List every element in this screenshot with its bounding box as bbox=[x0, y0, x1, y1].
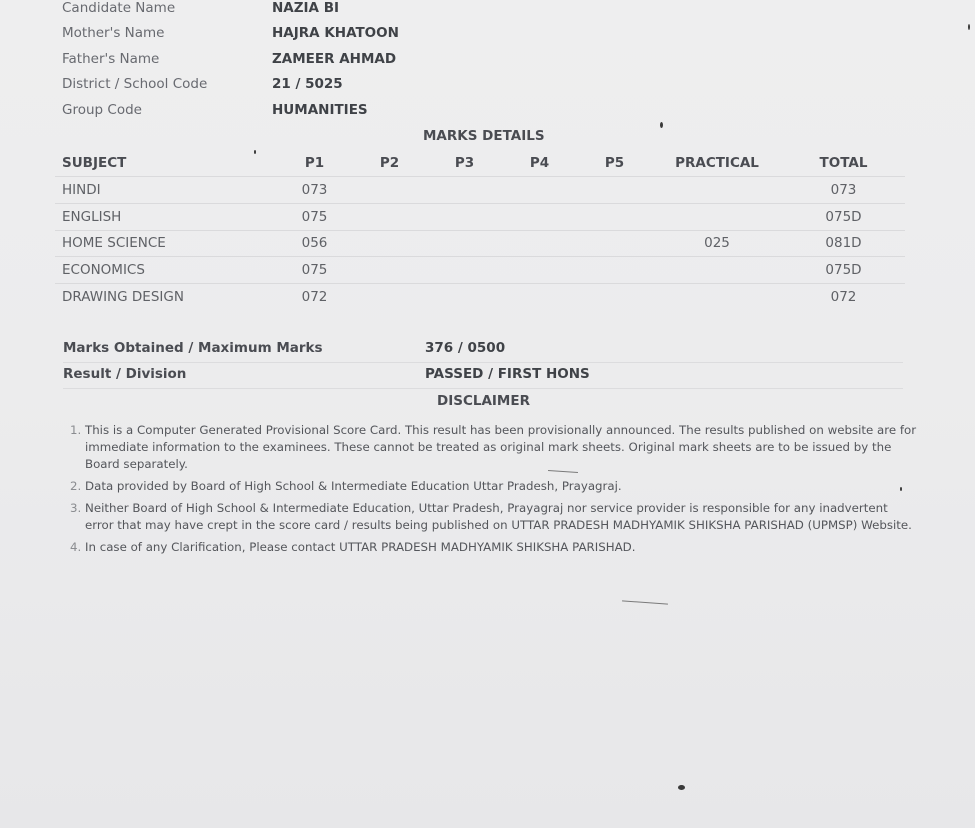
marks-table bbox=[55, 150, 905, 310]
district-code-label: District / School Code bbox=[62, 76, 208, 92]
disclaimer-item: 1. This is a Computer Generated Provisional Score Card. This result has been provisionally announced. The results published on website are for immediate information to the examinees. These cannot be treated as original mark sheets. Original mark sheets are to be issued by the Board separately. bbox=[85, 422, 917, 473]
practical-cell bbox=[652, 284, 782, 310]
result-division-row bbox=[63, 366, 903, 389]
scan-speck bbox=[900, 487, 902, 491]
p1-cell: 056 bbox=[277, 230, 352, 257]
subject-cell: DRAWING DESIGN bbox=[55, 284, 277, 310]
candidate-name-label: Candidate Name bbox=[62, 0, 176, 16]
header-p4: P4 bbox=[529, 155, 550, 171]
p2-cell bbox=[352, 284, 427, 310]
p5-cell bbox=[577, 177, 652, 204]
p5-cell bbox=[577, 203, 652, 230]
p5-cell bbox=[577, 284, 652, 310]
header-p5: P5 bbox=[604, 155, 625, 171]
p3-cell bbox=[427, 177, 502, 204]
candidate-name-value: NAZIA BI bbox=[272, 0, 340, 16]
p3-cell bbox=[427, 203, 502, 230]
p1-cell: 073 bbox=[277, 177, 352, 204]
marks-details-heading: MARKS DETAILS bbox=[423, 128, 545, 144]
marks-table-header bbox=[55, 150, 905, 177]
p2-cell bbox=[352, 203, 427, 230]
marks-obtained-label: Marks Obtained / Maximum Marks bbox=[63, 340, 323, 356]
result-division-label: Result / Division bbox=[63, 366, 187, 382]
disclaimer-item: 4. In case of any Clarification, Please contact UTTAR PRADESH MADHYAMIK SHIKSHA PARISHAD. bbox=[85, 539, 917, 556]
mother-name-value: HAJRA KHATOON bbox=[272, 25, 399, 41]
marks-obtained-value: 376 / 0500 bbox=[425, 340, 506, 356]
scan-speck bbox=[254, 150, 256, 154]
p5-cell bbox=[577, 257, 652, 284]
mother-name-label: Mother's Name bbox=[62, 25, 165, 41]
practical-cell bbox=[652, 203, 782, 230]
total-cell: 075D bbox=[782, 203, 905, 230]
p1-cell: 072 bbox=[277, 284, 352, 310]
practical-cell bbox=[652, 257, 782, 284]
p1-cell: 075 bbox=[277, 257, 352, 284]
father-name-label: Father's Name bbox=[62, 51, 160, 67]
table-row bbox=[55, 284, 905, 310]
header-p1: P1 bbox=[304, 155, 325, 171]
result-division-value: PASSED / FIRST HONS bbox=[425, 366, 590, 382]
header-subject: SUBJECT bbox=[62, 155, 127, 171]
group-code-value: HUMANITIES bbox=[272, 102, 368, 118]
father-name-value: ZAMEER AHMAD bbox=[272, 51, 397, 67]
p4-cell bbox=[502, 177, 577, 204]
p3-cell bbox=[427, 257, 502, 284]
table-row bbox=[55, 177, 905, 204]
practical-cell bbox=[652, 177, 782, 204]
header-total: TOTAL bbox=[819, 155, 868, 171]
table-row bbox=[55, 203, 905, 230]
marks-summary-row bbox=[63, 340, 903, 363]
header-practical: PRACTICAL bbox=[675, 155, 759, 171]
total-cell: 075D bbox=[782, 257, 905, 284]
scan-mark bbox=[622, 600, 668, 604]
p4-cell bbox=[502, 230, 577, 257]
p2-cell bbox=[352, 257, 427, 284]
scan-speck bbox=[660, 122, 663, 128]
p4-cell bbox=[502, 257, 577, 284]
p4-cell bbox=[502, 284, 577, 310]
p2-cell bbox=[352, 230, 427, 257]
p5-cell bbox=[577, 230, 652, 257]
subject-cell: HOME SCIENCE bbox=[55, 230, 277, 257]
p4-cell bbox=[502, 203, 577, 230]
p1-cell: 075 bbox=[277, 203, 352, 230]
subject-cell: ENGLISH bbox=[55, 203, 277, 230]
header-p2: P2 bbox=[379, 155, 400, 171]
disclaimer-list bbox=[64, 422, 917, 561]
practical-cell: 025 bbox=[652, 230, 782, 257]
table-row bbox=[55, 257, 905, 284]
table-row bbox=[55, 230, 905, 257]
header-p3: P3 bbox=[454, 155, 475, 171]
district-code-value: 21 / 5025 bbox=[272, 76, 343, 92]
disclaimer-item: 2. Data provided by Board of High School & Intermediate Education Uttar Pradesh, Prayagraj. bbox=[85, 478, 917, 495]
disclaimer-item: 3. Neither Board of High School & Intermediate Education, Uttar Pradesh, Prayagraj nor service provider is responsible for any inadvertent error that may have crept in the score card / results being published on UTTAR PRADESH MADHYAMIK SHIKSHA PARISHAD (UPMSP) Website. bbox=[85, 500, 917, 534]
group-code-label: Group Code bbox=[62, 102, 142, 118]
scan-speck bbox=[968, 24, 970, 30]
scan-speck bbox=[678, 785, 685, 790]
p3-cell bbox=[427, 230, 502, 257]
total-cell: 081D bbox=[782, 230, 905, 257]
total-cell: 072 bbox=[782, 284, 905, 310]
total-cell: 073 bbox=[782, 177, 905, 204]
p2-cell bbox=[352, 177, 427, 204]
subject-cell: ECONOMICS bbox=[55, 257, 277, 284]
subject-cell: HINDI bbox=[55, 177, 277, 204]
disclaimer-heading: DISCLAIMER bbox=[437, 393, 530, 409]
p3-cell bbox=[427, 284, 502, 310]
